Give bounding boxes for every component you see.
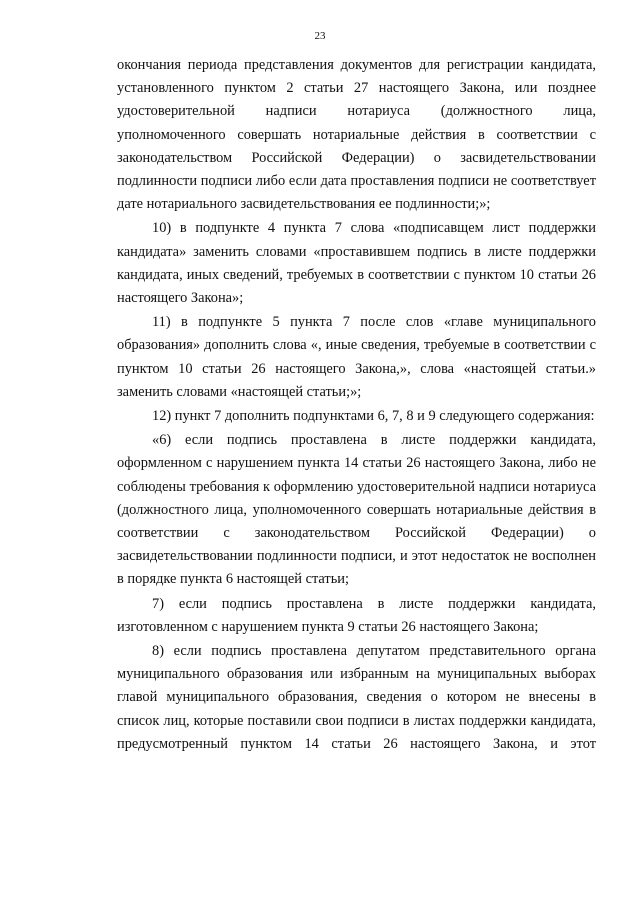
paragraph-item-10: 10) в подпункте 4 пункта 7 слова «подписавщем лист поддержки кандидата» заменить словами «проставившем подпись в листе поддержки кандидата, иных сведений, требуемых в соответствии с пунктом 10 статьи 26 настоящего Закона»; (117, 220, 596, 307)
paragraph-item-12: 12) пункт 7 дополнить подпунктами 6, 7, 8 и 9 следующего содержания: (152, 408, 595, 425)
paragraph-item-11: 11) в подпункте 5 пункта 7 после слов «главе муниципального образования» дополнить слова «, иные сведения, требуемые в соответствии с пунктом 10 статьи 26 настоящего Закона,», слова «настоящей статьи.» заменить словами «настоящей статьи;»; (117, 314, 596, 400)
document-body (117, 54, 596, 757)
page-number: 23 (314, 30, 326, 42)
paragraph-subitem-8: 8) если подпись проставлена депутатом представительного органа муниципального образования или избранным на муниципальных выборах главой муниципального образования, сведения о котором не внесены в список лиц, которые поставили свои подписи в листах поддержки кандидата, предусмотренный пунктом 14 статьи 26 настоящего Закона, и этот (117, 643, 596, 752)
paragraph-subitem-7: 7) если подпись проставлена в листе поддержки кандидата, изготовленном с нарушением пункта 9 статьи 26 настоящего Закона; (117, 595, 596, 635)
paragraph-continuation: окончания периода представления документов для регистрации кандидата, установленного пунктом 2 статьи 27 настоящего Закона, или позднее удостоверительной надписи нотариуса (должностного лица, уполномоченного совершать нотариальные действия в соответствии с законодательством Российской Федерации) о засвидетельствовании подлинности подписи либо если дата проставления подписи не соответствует дате нотариального засвидетельствования ее подлинности;»; (117, 57, 596, 213)
paragraph-subitem-6: «6) если подпись проставлена в листе поддержки кандидата, оформленном с нарушением пункта 14 статьи 26 настоящего Закона, либо не соблюдены требования к оформлению удостоверительной надписи нотариуса (должностного лица, уполномоченного совершать нотариальные действия в соответствии с законодательством Российской Федерации) о засвидетельствовании подлинности подписи, и этот недостаток не восполнен в порядке пункта 6 настоящей статьи; (117, 432, 596, 588)
